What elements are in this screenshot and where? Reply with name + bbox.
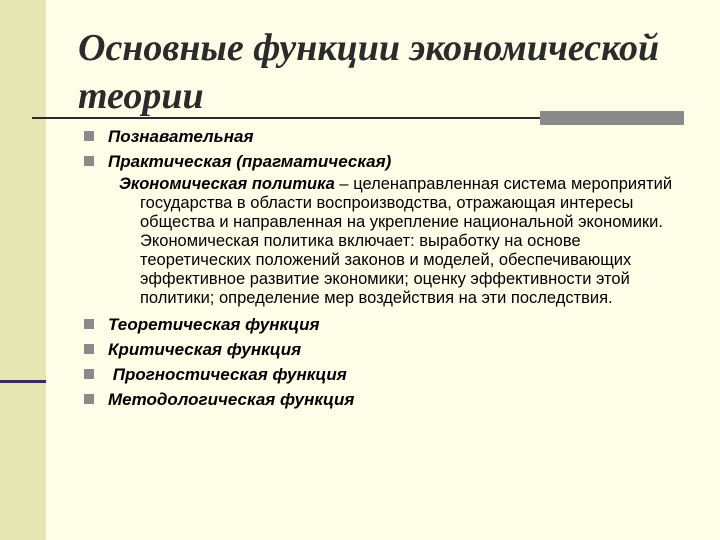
list-item-label: Критическая функция	[108, 340, 302, 359]
bullet-square-icon	[84, 156, 94, 166]
policy-term: Экономическая политика	[119, 175, 335, 193]
left-decor-band	[0, 0, 46, 540]
bullet-square-icon	[84, 131, 94, 141]
list-item-label: Прогностическая функция	[108, 365, 347, 384]
left-decor-line	[0, 380, 46, 383]
list-item	[84, 362, 694, 387]
list-item-label: Познавательная	[108, 127, 254, 146]
policy-paragraph	[84, 175, 694, 308]
list-item	[84, 387, 694, 412]
policy-description: – целенаправленная система мероприятий государства в области воспроизводства, отражающая интересы общества и направленная на укрепление национальной экономики. Экономическая политика включает: выработку на основе теоретических положений законов и моделей, обеспечивающих эффективное развитие экономики; оценку эффективности этой политики; определение мер воздействия на эти последствия.	[140, 175, 673, 307]
slide-content	[84, 124, 694, 412]
list-item	[84, 337, 694, 362]
list-item-label: Методологическая функция	[108, 390, 355, 409]
list-item	[84, 124, 694, 149]
list-item-label: Теоретическая функция	[108, 315, 320, 334]
bullet-square-icon	[84, 319, 94, 329]
list-item	[84, 312, 694, 337]
bullet-square-icon	[84, 344, 94, 354]
title-accent-bar	[540, 111, 684, 125]
list-item	[84, 149, 694, 174]
bullet-square-icon	[84, 369, 94, 379]
title-underline	[32, 117, 540, 119]
list-item-label: Практическая (прагматическая)	[108, 152, 392, 171]
slide-title: Основные функции экономической теории	[78, 27, 660, 117]
bullet-square-icon	[84, 394, 94, 404]
